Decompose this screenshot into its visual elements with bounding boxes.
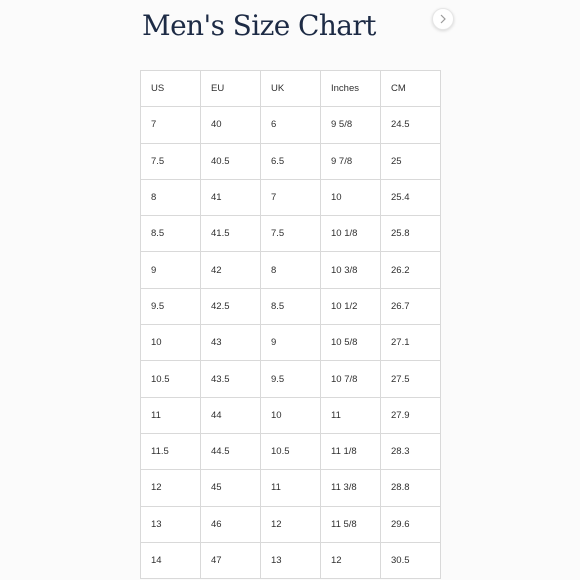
table-cell-inches: 11 1/8 — [321, 433, 381, 469]
table-cell-eu: 42 — [201, 252, 261, 288]
next-button[interactable] — [432, 8, 454, 30]
table-cell-inches: 10 7/8 — [321, 361, 381, 397]
table-cell-uk: 6 — [261, 107, 321, 143]
table-cell-cm: 26.7 — [381, 288, 441, 324]
size-table — [140, 70, 441, 579]
table-cell-cm: 28.8 — [381, 470, 441, 506]
table-cell-us: 11.5 — [141, 433, 201, 469]
table-row — [141, 179, 441, 215]
table-cell-uk: 9 — [261, 325, 321, 361]
table-row — [141, 542, 441, 578]
table-cell-inches: 10 1/2 — [321, 288, 381, 324]
table-row — [141, 506, 441, 542]
column-header-eu: EU — [201, 71, 261, 107]
table-cell-uk: 6.5 — [261, 143, 321, 179]
table-cell-us: 8 — [141, 179, 201, 215]
table-cell-uk: 11 — [261, 470, 321, 506]
table-cell-cm: 28.3 — [381, 433, 441, 469]
table-cell-cm: 27.5 — [381, 361, 441, 397]
table-cell-eu: 43.5 — [201, 361, 261, 397]
table-cell-cm: 25 — [381, 143, 441, 179]
table-cell-eu: 44 — [201, 397, 261, 433]
table-cell-inches: 11 — [321, 397, 381, 433]
table-cell-uk: 7 — [261, 179, 321, 215]
table-cell-us: 8.5 — [141, 216, 201, 252]
table-cell-eu: 42.5 — [201, 288, 261, 324]
table-cell-cm: 24.5 — [381, 107, 441, 143]
column-header-us: US — [141, 71, 201, 107]
size-table-container — [140, 70, 441, 580]
table-row — [141, 361, 441, 397]
table-cell-uk: 9.5 — [261, 361, 321, 397]
table-cell-us: 12 — [141, 470, 201, 506]
table-cell-eu: 43 — [201, 325, 261, 361]
table-row — [141, 433, 441, 469]
table-cell-inches: 11 3/8 — [321, 470, 381, 506]
table-cell-us: 11 — [141, 397, 201, 433]
table-cell-uk: 8 — [261, 252, 321, 288]
table-cell-eu: 45 — [201, 470, 261, 506]
table-cell-cm: 27.9 — [381, 397, 441, 433]
table-cell-cm: 30.5 — [381, 542, 441, 578]
table-row — [141, 325, 441, 361]
table-cell-us: 9 — [141, 252, 201, 288]
table-cell-inches: 10 5/8 — [321, 325, 381, 361]
column-header-cm: CM — [381, 71, 441, 107]
table-cell-inches: 10 — [321, 179, 381, 215]
table-row — [141, 397, 441, 433]
table-cell-inches: 12 — [321, 542, 381, 578]
table-header-row — [141, 71, 441, 107]
table-row — [141, 288, 441, 324]
table-cell-uk: 10 — [261, 397, 321, 433]
table-cell-cm: 29.6 — [381, 506, 441, 542]
table-cell-eu: 40.5 — [201, 143, 261, 179]
table-cell-us: 13 — [141, 506, 201, 542]
table-cell-inches: 10 3/8 — [321, 252, 381, 288]
page-title: Men's Size Chart — [142, 9, 376, 42]
table-cell-inches: 9 5/8 — [321, 107, 381, 143]
table-cell-us: 7.5 — [141, 143, 201, 179]
table-cell-us: 10 — [141, 325, 201, 361]
table-row — [141, 216, 441, 252]
chevron-right-icon — [439, 14, 447, 24]
table-cell-uk: 13 — [261, 542, 321, 578]
table-cell-us: 14 — [141, 542, 201, 578]
table-cell-cm: 26.2 — [381, 252, 441, 288]
table-cell-eu: 41 — [201, 179, 261, 215]
table-row — [141, 470, 441, 506]
table-cell-eu: 40 — [201, 107, 261, 143]
table-cell-uk: 8.5 — [261, 288, 321, 324]
table-cell-cm: 27.1 — [381, 325, 441, 361]
table-cell-uk: 10.5 — [261, 433, 321, 469]
column-header-inches: Inches — [321, 71, 381, 107]
table-cell-us: 7 — [141, 107, 201, 143]
table-body — [141, 107, 441, 579]
table-cell-eu: 46 — [201, 506, 261, 542]
table-row — [141, 252, 441, 288]
table-cell-uk: 7.5 — [261, 216, 321, 252]
table-cell-inches: 10 1/8 — [321, 216, 381, 252]
table-cell-cm: 25.4 — [381, 179, 441, 215]
table-cell-us: 9.5 — [141, 288, 201, 324]
table-cell-eu: 41.5 — [201, 216, 261, 252]
table-cell-inches: 9 7/8 — [321, 143, 381, 179]
table-cell-us: 10.5 — [141, 361, 201, 397]
column-header-uk: UK — [261, 71, 321, 107]
table-cell-inches: 11 5/8 — [321, 506, 381, 542]
table-cell-cm: 25.8 — [381, 216, 441, 252]
table-row — [141, 107, 441, 143]
table-cell-uk: 12 — [261, 506, 321, 542]
table-row — [141, 143, 441, 179]
table-cell-eu: 47 — [201, 542, 261, 578]
table-cell-eu: 44.5 — [201, 433, 261, 469]
